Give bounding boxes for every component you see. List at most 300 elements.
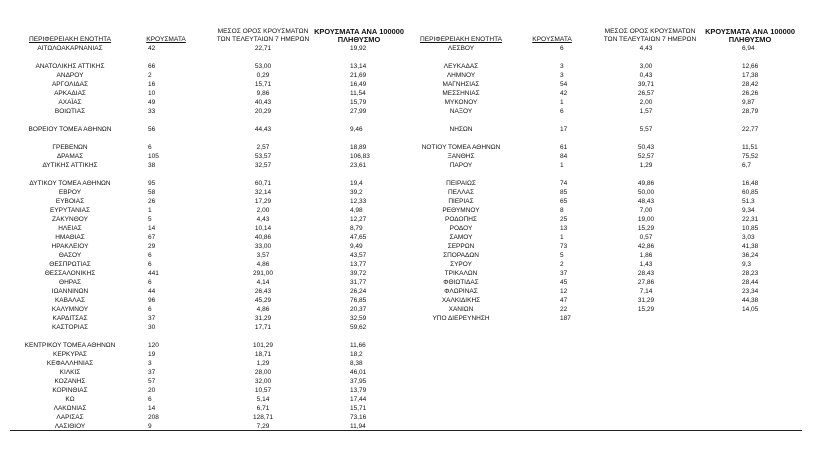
cases-value: 42: [560, 90, 568, 97]
cases-value: 47: [560, 297, 568, 304]
per100k-value: 21,69: [350, 72, 367, 79]
cases-value: 54: [560, 81, 568, 88]
unit-name: ΡΟΔΟΥ: [449, 225, 473, 232]
avg-value: 1,86: [639, 252, 653, 259]
unit-name: ΑΡΓΟΛΙΔΑΣ: [51, 81, 89, 88]
unit-name: ΜΑΓΝΗΣΙΑΣ: [442, 81, 480, 88]
per100k-value: 76,85: [350, 297, 367, 304]
cases-value: 20: [148, 387, 156, 394]
avg-value: 53,57: [254, 153, 272, 160]
cases-value: 187: [560, 315, 571, 322]
table-row: [10, 332, 390, 341]
cases-value: 6: [148, 144, 152, 151]
table-row: [396, 233, 802, 242]
per100k-value: 28,23: [742, 270, 759, 277]
per100k-value: 26,24: [350, 288, 367, 295]
table-row: [396, 179, 802, 188]
cases-value: 56: [148, 126, 156, 133]
header-cases-right: ΚΡΟΥΣΜΑΤΑ: [532, 36, 572, 43]
avg-value: 20,29: [254, 108, 272, 115]
table-row: [396, 269, 802, 278]
cases-value: 61: [560, 144, 568, 151]
per100k-value: 19,4: [350, 180, 363, 187]
avg-value: 27,86: [637, 279, 655, 286]
cases-value: 85: [560, 189, 568, 196]
avg-value: 17,71: [254, 324, 272, 331]
table-row: [10, 188, 390, 197]
per100k-value: 12,66: [742, 63, 759, 70]
per100k-value: 73,16: [350, 414, 367, 421]
avg-value: 15,71: [254, 81, 272, 88]
cases-value: 6: [148, 306, 152, 313]
avg-value: 42,86: [637, 243, 655, 250]
table-row: [396, 80, 802, 89]
avg-value: 17,29: [254, 198, 272, 205]
avg-value: 18,71: [254, 351, 272, 358]
cases-value: 6: [560, 108, 564, 115]
unit-name: ΦΛΩΡΙΝΑΣ: [444, 288, 478, 295]
table-row: [396, 143, 802, 152]
unit-name: ΙΩΑΝΝΙΝΩΝ: [51, 288, 89, 295]
cases-value: 74: [560, 180, 568, 187]
cases-value: 6: [560, 45, 564, 52]
per100k-value: 9,49: [350, 243, 363, 250]
table-row: [10, 287, 390, 296]
table-row: [396, 161, 802, 170]
per100k-value: 13,79: [350, 387, 367, 394]
unit-name: ΛΕΥΚΑΔΑΣ: [443, 63, 479, 70]
table-row: [396, 98, 802, 107]
cases-value: 42: [148, 45, 156, 52]
avg-value: 26,57: [637, 90, 655, 97]
avg-value: 28,43: [637, 270, 655, 277]
unit-name: ΠΕΛΛΑΣ: [447, 189, 475, 196]
per100k-value: 46,01: [350, 369, 367, 376]
unit-name: ΘΕΣΣΑΛΟΝΙΚΗΣ: [44, 270, 96, 277]
cases-value: 120: [148, 342, 159, 349]
cases-value: 105: [148, 153, 159, 160]
avg-value: 48,43: [637, 198, 655, 205]
table-row: [396, 44, 802, 53]
cases-value: 1: [148, 207, 152, 214]
unit-name: ΚΟΖΑΝΗΣ: [54, 378, 86, 385]
cases-value: 10: [148, 90, 156, 97]
per100k-value: 16,49: [350, 81, 367, 88]
avg-value: 128,71: [253, 414, 273, 421]
cases-value: 1: [560, 162, 564, 169]
avg-value: 1,57: [639, 108, 653, 115]
per100k-value: 36,24: [742, 252, 759, 259]
avg-value: 1,43: [639, 261, 653, 268]
avg-value: 60,71: [254, 180, 272, 187]
avg-value: 4,43: [639, 45, 653, 52]
avg-value: 50,00: [637, 189, 655, 196]
table-row: [396, 215, 802, 224]
avg-value: 0,29: [256, 72, 270, 79]
table-row: [396, 314, 802, 323]
avg-value: 31,29: [637, 297, 655, 304]
avg-value: 50,43: [637, 144, 655, 151]
table-row: [396, 53, 802, 62]
unit-name: ΝΑΞΟΥ: [449, 108, 473, 115]
unit-name: ΘΕΣΠΡΩΤΙΑΣ: [49, 261, 91, 268]
table-row: [10, 116, 390, 125]
table-row: [396, 251, 802, 260]
unit-name: ΕΥΡΥΤΑΝΙΑΣ: [49, 207, 91, 214]
cases-value: 5: [560, 252, 564, 259]
per100k-value: 22,77: [742, 126, 759, 133]
unit-name: ΝΗΣΩΝ: [449, 126, 473, 133]
per100k-value: 8,79: [350, 225, 363, 232]
per100k-value: 28,42: [742, 81, 759, 88]
header-per100k-right-line1: ΚΡΟΥΣΜΑΤΑ ΑΝΑ 100000: [705, 27, 795, 36]
cases-value: 13: [560, 225, 568, 232]
table-row: [396, 134, 802, 143]
table-row: [10, 143, 390, 152]
avg-value: 15,29: [637, 225, 655, 232]
cases-value: 37: [560, 270, 568, 277]
table-row: [396, 206, 802, 215]
avg-value: 53,00: [254, 63, 272, 70]
table-row: [10, 305, 390, 314]
avg-value: 10,57: [254, 387, 272, 394]
table-row: [10, 233, 390, 242]
cases-value: 37: [148, 315, 156, 322]
per100k-value: 28,44: [742, 279, 759, 286]
per100k-value: 17,38: [742, 72, 759, 79]
table-row: [10, 89, 390, 98]
cases-value: 3: [148, 360, 152, 367]
table-row: [10, 107, 390, 116]
table-row: [10, 71, 390, 80]
table-row: [10, 125, 390, 134]
per100k-value: 11,66: [350, 342, 366, 349]
table-row: [10, 170, 390, 179]
per100k-value: 9,87: [742, 99, 755, 106]
per100k-value: 3,03: [742, 234, 755, 241]
avg-value: 7,00: [639, 207, 653, 214]
unit-name: ΧΑΝΙΩΝ: [448, 306, 474, 313]
table-row: [396, 107, 802, 116]
cases-value: 14: [148, 225, 156, 232]
cases-value: 441: [148, 270, 159, 277]
unit-name: ΣΥΡΟΥ: [450, 261, 472, 268]
per100k-value: 60,85: [742, 189, 759, 196]
table-row: [396, 260, 802, 269]
table-row: [10, 242, 390, 251]
unit-name: ΚΕΦΑΛΛΗΝΙΑΣ: [46, 360, 94, 367]
unit-name: ΠΙΕΡΙΑΣ: [448, 198, 474, 205]
per100k-value: 11,51: [742, 144, 758, 151]
table-row: [10, 296, 390, 305]
table-row: [10, 260, 390, 269]
per100k-value: 31,77: [350, 279, 367, 286]
avg-value: 10,14: [254, 225, 272, 232]
per100k-value: 17,44: [350, 396, 367, 403]
cases-value: 14: [148, 405, 156, 412]
unit-name: ΛΑΣΙΘΙΟΥ: [54, 423, 86, 430]
table-row: [10, 386, 390, 395]
unit-name: ΑΝΔΡΟΥ: [56, 72, 84, 79]
avg-value: 19,00: [637, 216, 655, 223]
avg-value: 7,14: [639, 288, 653, 295]
avg-value: 26,43: [254, 288, 272, 295]
cases-value: 22: [560, 306, 568, 313]
avg-value: 2,57: [256, 144, 270, 151]
table-row: [10, 350, 390, 359]
unit-name: ΦΘΙΩΤΙΔΑΣ: [443, 279, 479, 286]
unit-name: ΒΟΙΩΤΙΑΣ: [54, 108, 86, 115]
cases-value: 16: [148, 81, 156, 88]
table-row: [10, 323, 390, 332]
cases-value: 1: [560, 234, 564, 241]
per100k-value: 19,92: [350, 45, 367, 52]
table-row: [10, 134, 390, 143]
avg-value: 45,29: [254, 297, 272, 304]
unit-name: ΑΡΚΑΔΙΑΣ: [54, 90, 86, 97]
unit-name: ΞΑΝΘΗΣ: [447, 153, 475, 160]
table-row: [10, 395, 390, 404]
unit-name: ΕΥΒΟΙΑΣ: [55, 198, 85, 205]
per100k-value: 20,37: [350, 306, 367, 313]
unit-name: ΜΥΚΟΝΟΥ: [444, 99, 478, 106]
per100k-value: 39,2: [350, 189, 363, 196]
cases-value: 6: [148, 396, 152, 403]
cases-value: 67: [148, 234, 156, 241]
table-row: [10, 278, 390, 287]
table-row: [396, 125, 802, 134]
header-avg-left-line1: ΜΕΣΟΣ ΟΡΟΣ ΚΡΟΥΣΜΑΤΩΝ: [217, 28, 309, 35]
per100k-value: 4,98: [350, 207, 363, 214]
unit-name: ΣΕΡΡΩΝ: [447, 243, 475, 250]
unit-name: ΛΑΡΙΣΑΣ: [56, 414, 84, 421]
table-row: [396, 197, 802, 206]
per100k-value: 9,34: [742, 207, 755, 214]
avg-value: 32,57: [254, 162, 272, 169]
per100k-value: 28,79: [742, 108, 759, 115]
avg-value: 32,00: [254, 378, 272, 385]
avg-value: 0,57: [639, 234, 653, 241]
header-cases-left: ΚΡΟΥΣΜΑΤΑ: [146, 36, 186, 43]
cases-value: 12: [560, 288, 568, 295]
per100k-value: 14,05: [742, 306, 759, 313]
unit-name: ΖΑΚΥΝΘΟΥ: [52, 216, 88, 223]
per100k-value: 8,38: [350, 360, 363, 367]
header-avg-left-line2: ΤΩΝ ΤΕΛΕΥΤΑΙΩΝ 7 ΗΜΕΡΩΝ: [216, 36, 310, 43]
per100k-value: 6,7: [742, 162, 752, 169]
table-row: [10, 179, 390, 188]
avg-value: 4,43: [256, 216, 270, 223]
avg-value: 7,29: [256, 423, 270, 430]
cases-value: 38: [148, 162, 156, 169]
cases-value: 6: [148, 279, 152, 286]
table-row: [10, 44, 390, 53]
cases-value: 6: [148, 261, 152, 268]
bottom-rule: [10, 430, 802, 431]
cases-value: 26: [148, 198, 156, 205]
header-avg-right-line1: ΜΕΣΟΣ ΟΡΟΣ ΚΡΟΥΣΜΑΤΩΝ: [604, 28, 696, 35]
table-row: [396, 242, 802, 251]
table-row: [396, 152, 802, 161]
unit-name: ΧΑΛΚΙΔΙΚΗΣ: [441, 297, 481, 304]
avg-value: 1,29: [256, 360, 270, 367]
unit-name: ΡΟΔΟΠΗΣ: [445, 216, 477, 223]
cases-value: 65: [560, 198, 568, 205]
cases-value: 2: [148, 72, 152, 79]
avg-value: 40,86: [254, 234, 272, 241]
header-per100k-left-line1: ΚΡΟΥΣΜΑΤΑ ΑΝΑ 100000: [314, 27, 404, 36]
table-row: [396, 116, 802, 125]
cases-value: 58: [148, 189, 156, 196]
table-row: [396, 296, 802, 305]
avg-value: 22,71: [254, 45, 272, 52]
cases-value: 5: [148, 216, 152, 223]
avg-value: 5,57: [639, 126, 653, 133]
unit-name: ΗΛΕΙΑΣ: [58, 225, 82, 232]
cases-value: 3: [560, 63, 564, 70]
table-row: [10, 341, 390, 350]
table-row: [10, 224, 390, 233]
table-row: [10, 269, 390, 278]
unit-name: ΚΑΣΤΟΡΙΑΣ: [51, 324, 89, 331]
unit-name: ΛΗΜΝΟΥ: [446, 72, 476, 79]
avg-value: 44,43: [254, 126, 272, 133]
unit-name: ΔΥΤΙΚΟΥ ΤΟΜΕΑ ΑΘΗΝΩΝ: [29, 180, 111, 187]
unit-name: ΚΑΒΑΛΑΣ: [54, 297, 86, 304]
cases-value: 9: [148, 423, 152, 430]
cases-value: 25: [560, 216, 568, 223]
cases-value: 2: [560, 261, 564, 268]
per100k-value: 27,99: [350, 108, 367, 115]
unit-name: ΘΑΣΟΥ: [58, 252, 82, 259]
cases-value: 1: [560, 99, 564, 106]
unit-name: ΑΙΤΩΛΟΑΚΑΡΝΑΝΙΑΣ: [37, 45, 103, 52]
cases-value: 37: [148, 369, 156, 376]
per100k-value: 26,26: [742, 90, 759, 97]
avg-value: 3,00: [639, 63, 653, 70]
table-row: [396, 170, 802, 179]
cases-value: 17: [560, 126, 568, 133]
cases-value: 208: [148, 414, 159, 421]
table-row: [10, 80, 390, 89]
unit-name: ΗΜΑΘΙΑΣ: [55, 234, 85, 241]
table-row: [396, 278, 802, 287]
unit-name: ΛΕΣΒΟΥ: [447, 45, 475, 52]
cases-value: 30: [148, 324, 156, 331]
table-row: [10, 152, 390, 161]
cases-value: 95: [148, 180, 156, 187]
avg-value: 15,29: [637, 306, 655, 313]
cases-value: 6: [148, 252, 152, 259]
table-row: [10, 314, 390, 323]
unit-name: ΣΠΟΡΑΔΩΝ: [443, 252, 479, 259]
table-row: [10, 368, 390, 377]
table-row: [396, 89, 802, 98]
per100k-value: 6,94: [742, 45, 755, 52]
cases-value: 73: [560, 243, 568, 250]
cases-value: 19: [148, 351, 156, 358]
per100k-value: 18,2: [350, 351, 363, 358]
table-row: [10, 215, 390, 224]
table-row: [396, 287, 802, 296]
cases-value: 84: [560, 153, 568, 160]
avg-value: 3,57: [256, 252, 270, 259]
unit-name: ΠΑΡΟΥ: [449, 162, 473, 169]
table-row: [396, 224, 802, 233]
unit-name: ΑΧΑΪΑΣ: [58, 99, 82, 106]
unit-name: ΔΥΤΙΚΗΣ ΑΤΤΙΚΗΣ: [42, 162, 98, 169]
per100k-value: 16,48: [742, 180, 759, 187]
per100k-value: 44,38: [742, 297, 759, 304]
header-unit-left: ΠΕΡΙΦΕΡΕΙΑΚΗ ΕΝΟΤΗΤΑ: [28, 36, 112, 43]
unit-name: ΡΕΘΥΜΝΟΥ: [442, 207, 480, 214]
per100k-value: 12,27: [350, 216, 367, 223]
per100k-value: 41,38: [742, 243, 759, 250]
unit-name: ΚΕΡΚΥΡΑΣ: [53, 351, 87, 358]
unit-name: ΗΡΑΚΛΕΙΟΥ: [51, 243, 89, 250]
table-row: [10, 197, 390, 206]
unit-name: ΜΕΣΣΗΝΙΑΣ: [442, 90, 480, 97]
avg-value: 40,43: [254, 99, 272, 106]
table-row: [10, 53, 390, 62]
unit-name: ΝΟΤΙΟΥ ΤΟΜΕΑ ΑΘΗΝΩΝ: [421, 144, 501, 151]
header-avg-right-line2: ΤΩΝ ΤΕΛΕΥΤΑΙΩΝ 7 ΗΜΕΡΩΝ: [603, 36, 697, 43]
cases-value: 66: [148, 63, 156, 70]
avg-value: 52,57: [637, 153, 655, 160]
per100k-value: 43,57: [350, 252, 367, 259]
per100k-value: 13,14: [350, 63, 367, 70]
cases-value: 33: [148, 108, 156, 115]
per100k-value: 106,83: [350, 153, 370, 160]
table-row: [10, 359, 390, 368]
table-row: [10, 377, 390, 386]
table-row: [10, 251, 390, 260]
per100k-value: 32,59: [350, 315, 367, 322]
per100k-value: 23,34: [742, 288, 759, 295]
cases-value: 96: [148, 297, 156, 304]
table-row: [10, 62, 390, 71]
unit-name: ΚΩ: [65, 396, 75, 403]
per100k-value: 13,77: [350, 261, 367, 268]
per100k-value: 22,31: [742, 216, 759, 223]
per100k-value: 37,95: [350, 378, 367, 385]
unit-name: ΥΠΟ ΔΙΕΡΕΥΝΗΣΗ: [432, 315, 490, 322]
unit-name: ΕΒΡΟΥ: [58, 189, 82, 196]
per100k-value: 23,61: [350, 162, 367, 169]
avg-value: 39,71: [637, 81, 655, 88]
avg-value: 2,00: [639, 99, 653, 106]
unit-name: ΘΗΡΑΣ: [59, 279, 81, 286]
unit-name: ΑΝΑΤΟΛΙΚΗΣ ΑΤΤΙΚΗΣ: [35, 63, 105, 70]
per100k-value: 59,62: [350, 324, 367, 331]
unit-name: ΚΕΝΤΡΙΚΟΥ ΤΟΜΕΑ ΑΘΗΝΩΝ: [24, 342, 116, 349]
header-per100k-left-line2: ΠΛΗΘΥΣΜΟ: [337, 35, 381, 44]
cases-value: 29: [148, 243, 156, 250]
avg-value: 4,86: [256, 306, 270, 313]
table-row: [396, 71, 802, 80]
avg-value: 6,71: [256, 405, 270, 412]
cases-value: 3: [560, 72, 564, 79]
per100k-value: 11,94: [350, 423, 366, 430]
unit-name: ΣΑΜΟΥ: [449, 234, 473, 241]
avg-value: 4,86: [256, 261, 270, 268]
avg-value: 291,00: [253, 270, 273, 277]
unit-name: ΚΟΡΙΝΘΙΑΣ: [52, 387, 88, 394]
unit-name: ΓΡΕΒΕΝΩΝ: [52, 144, 88, 151]
unit-name: ΚΙΛΚΙΣ: [59, 369, 81, 376]
cases-value: 45: [560, 279, 568, 286]
avg-value: 33,00: [254, 243, 272, 250]
